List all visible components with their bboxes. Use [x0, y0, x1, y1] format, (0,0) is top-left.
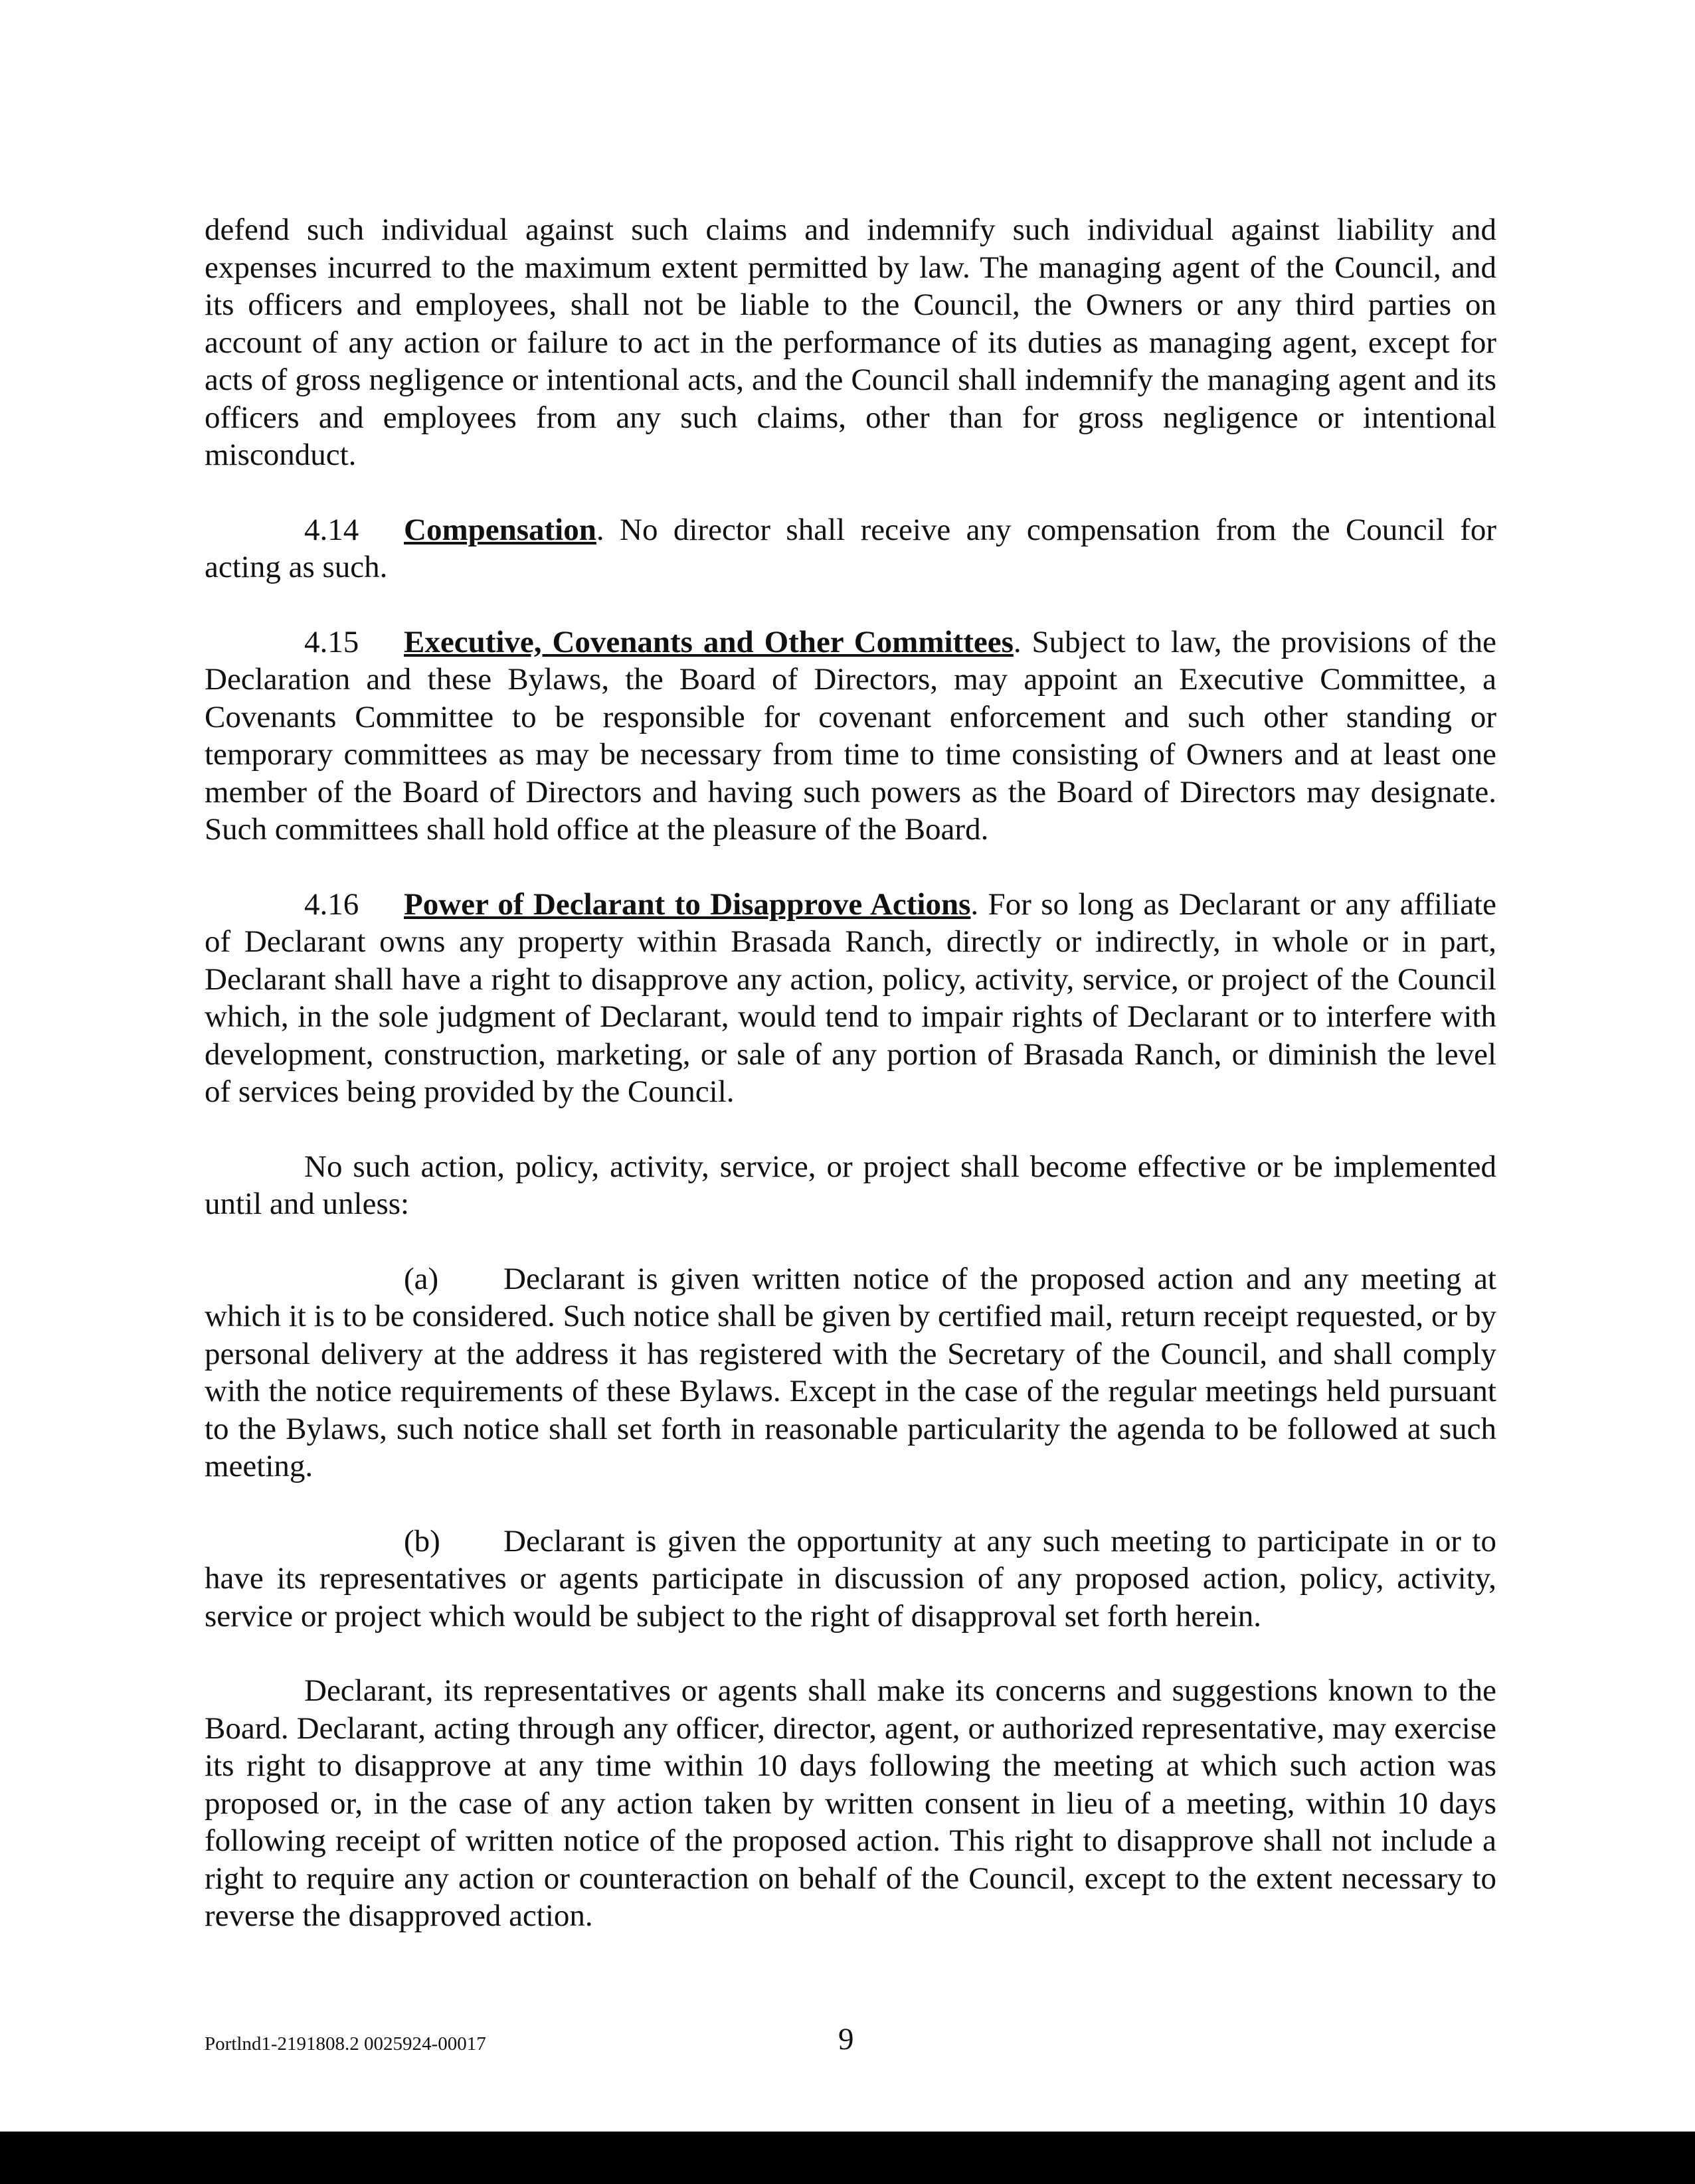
section-number: 4.14	[304, 512, 359, 547]
section-text: . For so long as Declarant or any affiliate of Declarant owns any property within Brasada Ranch, directly or indirectly, in whole or in part, Declarant shall have a right to disapprove any action, policy, activity, service, or project of the Council which, in the sole judgment of Declarant, would tend to impair rights of Declarant or to interfere with development, construction, marketing, or sale of any portion of Brasada Ranch, or diminish the level of services being provided by the Council.	[205, 886, 1496, 1109]
section-number: 4.16	[304, 886, 359, 922]
section-4-15	[205, 624, 1496, 849]
section-text: . Subject to law, the provisions of the Declaration and these Bylaws, the Board of Directors, may appoint an Executive Committee, a Covenants Committee to be responsible for covenant enforcement and such other standing or temporary committees as may be necessary from time to time consisting of Owners and at least one member of the Board of Directors and having such powers as the Board of Directors may designate. Such committees shall hold office at the pleasure of the Board.	[205, 624, 1496, 847]
footer-document-id: Portlnd1-2191808.2 0025924-00017	[205, 2033, 486, 2055]
section-text: . No director shall receive any compensation from the Council for acting as such.	[205, 512, 1496, 584]
section-number: 4.15	[304, 624, 359, 659]
section-4-14	[205, 511, 1496, 586]
condition-item-b	[205, 1523, 1496, 1636]
conditions-intro-paragraph: No such action, policy, activity, service, or project shall become effective or be implemented until and unless:	[205, 1149, 1496, 1221]
section-heading: Power of Declarant to Disapprove Actions	[404, 886, 971, 922]
section-heading: Compensation	[404, 512, 596, 547]
document-body	[205, 211, 1496, 1972]
section-heading: Executive, Covenants and Other Committees	[404, 624, 1014, 659]
intro-paragraph: defend such individual against such claims and indemnify such individual against liability and expenses incurred to the maximum extent permitted by law. The managing agent of the Council, and its officers and employees, shall not be liable to the Council, the Owners or any third parties on account of any action or failure to act in the performance of its duties as managing agent, except for acts of gross negligence or intentional acts, and the Council shall indemnify the managing agent and its officers and employees from any such claims, other than for gross negligence or intentional misconduct.	[205, 212, 1496, 472]
item-label: (b)	[404, 1523, 440, 1558]
condition-item-a	[205, 1260, 1496, 1485]
section-4-16	[205, 886, 1496, 1111]
page-number: 9	[838, 2022, 854, 2057]
item-text: Declarant is given the opportunity at any such meeting to participate in or to have its representatives or agents participate in discussion of any proposed action, policy, activity, service or project which would be subject to the right of disapproval set forth herein.	[205, 1523, 1496, 1634]
item-text: Declarant is given written notice of the proposed action and any meeting at which it is to be considered. Such notice shall be given by certified mail, return receipt requested, or by personal delivery at the address it has registered with the Secretary of the Council, and shall comply with the notice requirements of these Bylaws. Except in the case of the regular meetings held pursuant to the Bylaws, such notice shall set forth in reasonable particularity the agenda to be followed at such meeting.	[205, 1261, 1496, 1483]
item-label: (a)	[404, 1261, 439, 1296]
final-paragraph: Declarant, its representatives or agents shall make its concerns and suggestions known to the Board. Declarant, acting through any officer, director, agent, or authorized representative, may exercise its right to disapprove at any time within 10 days following the meeting at which such action was proposed or, in the case of any action taken by written consent in lieu of a meeting, within 10 days following receipt of written notice of the proposed action. This right to disapprove shall not include a right to require any action or counteraction on behalf of the Council, except to the extent necessary to reverse the disapproved action.	[205, 1673, 1496, 1933]
